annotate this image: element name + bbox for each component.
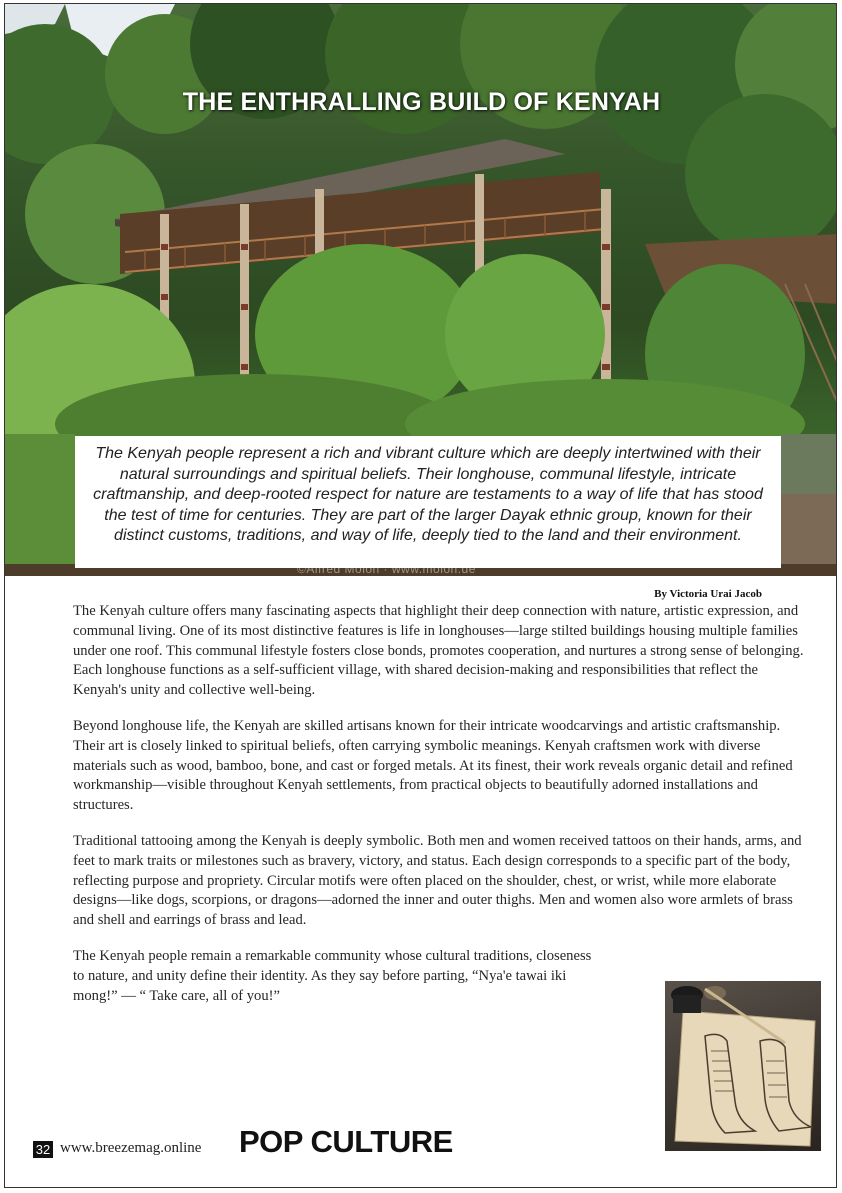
hero-photo-longhouse	[5, 4, 837, 576]
tattoo-sketch-photo	[665, 981, 821, 1151]
article-title: THE ENTHRALLING BUILD OF KENYAH	[182, 88, 661, 116]
article-paragraph: The Kenyah people remain a remarkable community whose cultural traditions, closeness to nature, and unity define their identity. As they say before parting, “Nya'e tawai iki mong!” — “ Take care, all of you!”	[73, 947, 592, 1004]
photo-credit-watermark: ©Alfred Molon · www.molon.de	[297, 562, 476, 576]
article-paragraph: The Kenyah culture offers many fascinating aspects that highlight their deep connection with nature, artistic expression, and communal living. One of its most distinctive features is life in longhouses—large stilted buildings housing multiple families under one roof. This communal lifestyle fosters close bonds, promotes cooperation, and nurtures a strong sense of belonging. Each longhouse functions as a self-sufficient village, with shared decision-making and responsibilities that reflect the Kenyah's unity and collective well-being.	[73, 603, 804, 699]
article-paragraph: Beyond longhouse life, the Kenyah are skilled artisans known for their intricate woodcarvings and artistic craftsmanship. Their art is closely linked to spiritual beliefs, often carrying symbolic meanings. Kenyah craftsmen work with diverse materials such as wood, bamboo, bone, and cast or forged metals. At its finest, their work reveals organic detail and refined workmanship—visible throughout Kenyah settlements, from practical objects to beautifully adorned installations and structures.	[73, 717, 793, 814]
article-body	[73, 602, 807, 1022]
article-paragraph: Traditional tattooing among the Kenyah is deeply symbolic. Both men and women received tattoos on their hands, arms, and feet to mark traits or milestones such as bravery, victory, and status. Each design corresponds to a specific part of the body, reflecting purpose and propriety. Circular motifs were often placed on the shoulder, chest, or wrist, while more elaborate designs—like dogs, scorpions, or dragons—adorned the inner and outer thighs. Men and women also wore armlets of brass and shell and earrings of brass and lead.	[73, 832, 802, 929]
section-label: POP CULTURE	[239, 1124, 453, 1159]
page-number: 32	[33, 1141, 53, 1158]
tattoo-sketch-illustration	[665, 981, 821, 1151]
website-link[interactable]: www.breezemag.online	[60, 1140, 202, 1156]
intro-standfirst: The Kenyah people represent a rich and vibrant culture which are deeply intertwined with their natural surroundings and spiritual beliefs. Their longhouse, communal lifestyle, intricate craftmanship, and deep-rooted respect for nature are testaments to a way of life that has stood the test of time for centuries. They are part of the larger Dayak ethnic group, known for their distinct customs, traditions, and way of life, deeply tied to the land and their environment.	[75, 436, 781, 568]
author-byline: By Victoria Urai Jacob	[654, 588, 762, 600]
magazine-page	[4, 3, 837, 1188]
